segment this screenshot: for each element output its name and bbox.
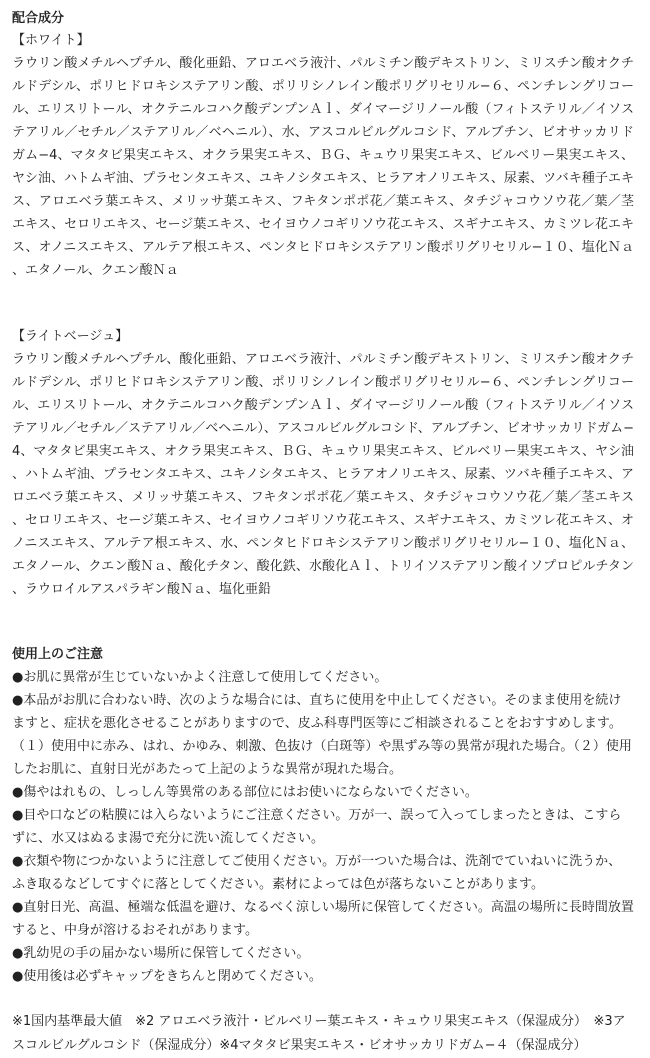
caution-item: ●直射日光、高温、極端な低温を避け、なるべく涼しい場所に保管してください。高温の場所に長時間放置すると、中身が溶けるおそれがあります。 [12, 900, 634, 938]
light-beige-ingredients-block [12, 348, 634, 624]
caution-item: ●お肌に異常が生じていないかよく注意して使用してください。 [12, 670, 388, 685]
cautions-list [12, 666, 634, 988]
ingredients-heading: 配合成分 [12, 11, 65, 26]
white-ingredients-text: ラウリン酸メチルヘプチル、酸化亜鉛、アロエベラ液汁、パルミチン酸デキストリン、ミリスチン酸オクチルドデシル、ポリヒドロキシステアリン酸、ポリリシノレイン酸ポリグリセリル−６、ペンチレングリコール、エリスリトール、オクテニルコハク酸デンプンＡｌ、ダイマージリノール酸（フィトステリル／イソステアリル／セチル／ステアリル／ベヘニル）、水、アスコルビルグルコシド、アルブチン、ビオサッカリドガム−4、マタタビ果実エキス、オクラ果実エキス、ＢＧ、キュウリ果実エキス、ビルベリー果実エキス、ヤシ油、ハトムギ油、プラセンタエキス、ユキノシタエキス、ヒラアオノリエキス、尿素、ツバキ種子エキス、アロエベラ葉エキス、メリッサ葉エキス、フキタンポポ花／葉エキス、タチジャコウソウ花／葉／茎エキス、セロリエキス、セージ葉エキス、セイヨウノコギリソウ花エキス、スギナエキス、カミツレ花エキス、オノニスエキス、アルテア根エキス、ペンタヒドロキシステアリン酸ポリグリセリル−１０、塩化Ｎａ、エタノール、クエン酸Ｎａ [12, 56, 634, 278]
cautions-heading: 使用上のご注意 [12, 647, 104, 662]
white-ingredients-block [12, 52, 634, 304]
light-beige-variant-label: 【ライトベージュ】 [12, 329, 129, 344]
caution-item: ●乳幼児の手の届かない場所に保管してください。 [12, 946, 310, 961]
caution-item: ●使用後は必ずキャップをきちんと閉めてください。 [12, 969, 322, 984]
caution-item: ●傷やはれもの、しっしん等異常のある部位にはお使いにならないでください。 [12, 785, 478, 800]
caution-item: （１）使用中に赤み、はれ、かゆみ、刺激、色抜け（白斑等）や黒ずみ等の異常が現れた場合。（２）使用したお肌に、直射日光があたって上記のような異常が現れた場合。 [12, 739, 632, 777]
spacer [12, 624, 634, 644]
caution-item: ●本品がお肌に合わない時、次のような場合には、直ちに使用を中止してください。そのまま使用を続けますと、症状を悪化させることがありますので、皮ふ科専門医等にご相談されることをおすすめします。 [12, 693, 622, 731]
footnotes: ※1国内基準最大値 ※2 アロエベラ液汁・ビルベリー葉エキス・キュウリ果実エキス（保湿成分） ※3アスコルビルグルコシド（保湿成分）※4マタタビ果実エキス・ビオサッカリドガム−４（保湿成分） [12, 1014, 626, 1053]
spacer [12, 988, 634, 1010]
white-variant-label: 【ホワイト】 [12, 33, 90, 48]
light-beige-ingredients-text: ラウリン酸メチルヘプチル、酸化亜鉛、アロエベラ液汁、パルミチン酸デキストリン、ミリスチン酸オクチルドデシル、ポリヒドロキシステアリン酸、ポリリシノレイン酸ポリグリセリル−６、ペンチレングリコール、エリスリトール、オクテニルコハク酸デンプンＡｌ、ダイマージリノール酸（フィトステリル／イソステアリル／セチル／ステアリル／ベヘニル）、アスコルビルグルコシド、アルブチン、ビオサッカリドガム−4、マタタビ果実エキス、オクラ果実エキス、ＢＧ、キュウリ果実エキス、ビルベリー果実エキス、ヤシ油、ハトムギ油、プラセンタエキス、ユキノシタエキス、ヒラアオノリエキス、尿素、ツバキ種子エキス、アロエベラ葉エキス、メリッサ葉エキス、フキタンポポ花／葉エキス、タチジャコウソウ花／葉／茎エキス、セロリエキス、セージ葉エキス、セイヨウノコギリソウ花エキス、スギナエキス、カミツレ花エキス、オノニスエキス、アルテア根エキス、水、ペンタヒドロキシステアリン酸ポリグリセリル−１０、塩化Ｎａ、エタノール、クエン酸Ｎａ、酸化チタン、酸化鉄、水酸化Ａｌ、トリイソステアリン酸イソプロピルチタン、ラウロイルアスパラギン酸Ｎａ、塩化亜鉛 [12, 352, 634, 597]
caution-item: ●目や口などの粘膜には入らないようにご注意ください。万が一、誤って入ってしまったときは、こすらずに、水又はぬるま湯で充分に洗い流してください。 [12, 808, 622, 846]
caution-item: ●衣類や物につかないように注意してご使用ください。万が一ついた場合は、洗剤でていねいに洗うか、ふき取るなどしてすぐに落としてください。素材によっては色が落ちないことがあります。 [12, 854, 622, 892]
spacer [12, 304, 634, 326]
